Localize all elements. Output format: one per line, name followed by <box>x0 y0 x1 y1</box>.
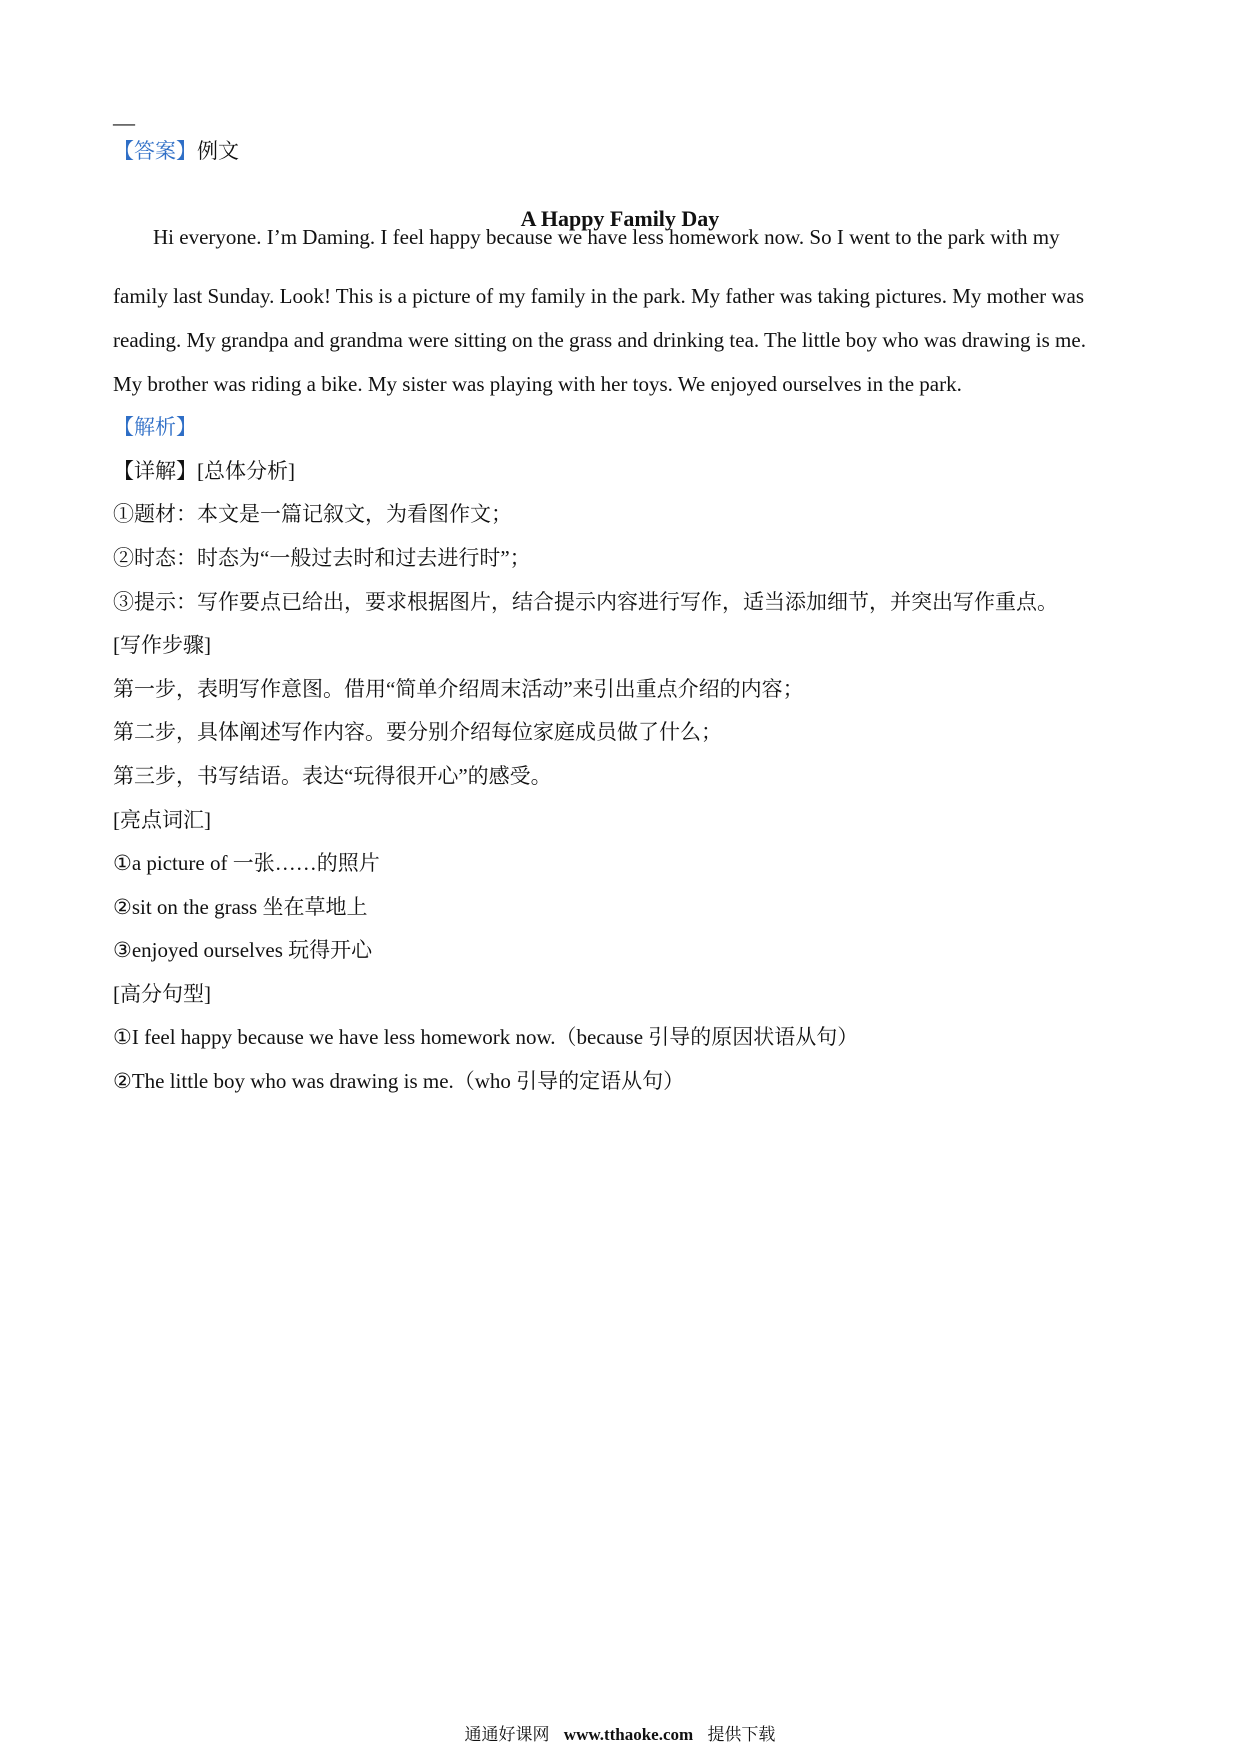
essay-line-2: family last Sunday. Look! This is a picture of my family in the park. My father was taking pictures. My mother was <box>113 284 1085 308</box>
detail-tag: 【详解】 <box>113 459 197 483</box>
answer-tag: 【答案】 <box>113 139 197 163</box>
vocab-item-2: ②sit on the grass 坐在草地上 <box>113 895 368 919</box>
analysis-tag: 【解析】 <box>113 415 197 439</box>
overall-item-1: ①题材：本文是一篇记叙文，为看图作文； <box>113 502 512 526</box>
footer <box>0 1724 1240 1746</box>
footer-url[interactable]: www.tthaoke.com <box>563 1725 694 1744</box>
footer-site-name: 通通好课网 <box>464 1725 550 1744</box>
detail-label: [总体分析] <box>197 459 295 483</box>
vocab-item-1: ①a picture of 一张……的照片 <box>113 851 380 875</box>
top-dash: — <box>113 110 135 135</box>
answer-label: 例文 <box>197 139 239 163</box>
sentence-item-2: ②The little boy who was drawing is me.（who 引导的定语从句） <box>113 1069 685 1093</box>
vocab-item-3: ③enjoyed ourselves 玩得开心 <box>113 938 373 962</box>
overall-item-3: ③提示：写作要点已给出，要求根据图片，结合提示内容进行写作，适当添加细节，并突出写作重点。 <box>113 590 1058 614</box>
step-2: 第二步，具体阐述写作内容。要分别介绍每位家庭成员做了什么； <box>113 720 722 744</box>
step-1: 第一步，表明写作意图。借用“简单介绍周末活动”来引出重点介绍的内容； <box>113 677 804 701</box>
answer-line <box>113 136 239 166</box>
sentence-item-1: ①I feel happy because we have less homework now.（because 引导的原因状语从句） <box>113 1025 859 1049</box>
essay-line-3: reading. My grandpa and grandma were sitting on the grass and drinking tea. The little boy who was drawing is me. <box>113 328 1086 352</box>
steps-heading: [写作步骤] <box>113 633 211 657</box>
footer-suffix: 提供下载 <box>707 1725 776 1744</box>
vocab-heading: [亮点词汇] <box>113 808 211 832</box>
sentence-heading: [高分句型] <box>113 982 211 1006</box>
essay-line-1: Hi everyone. I’m Daming. I feel happy because we have less homework now. So I went to the park with my <box>153 225 1060 249</box>
overall-item-2: ②时态：时态为“一般过去时和过去进行时”； <box>113 546 531 570</box>
step-3: 第三步，书写结语。表达“玩得很开心”的感受。 <box>113 764 552 788</box>
essay-line-4: My brother was riding a bike. My sister was playing with her toys. We enjoyed ourselves in the park. <box>113 372 962 396</box>
detail-line <box>113 456 295 486</box>
essay-title: A Happy Family Day <box>520 206 720 231</box>
